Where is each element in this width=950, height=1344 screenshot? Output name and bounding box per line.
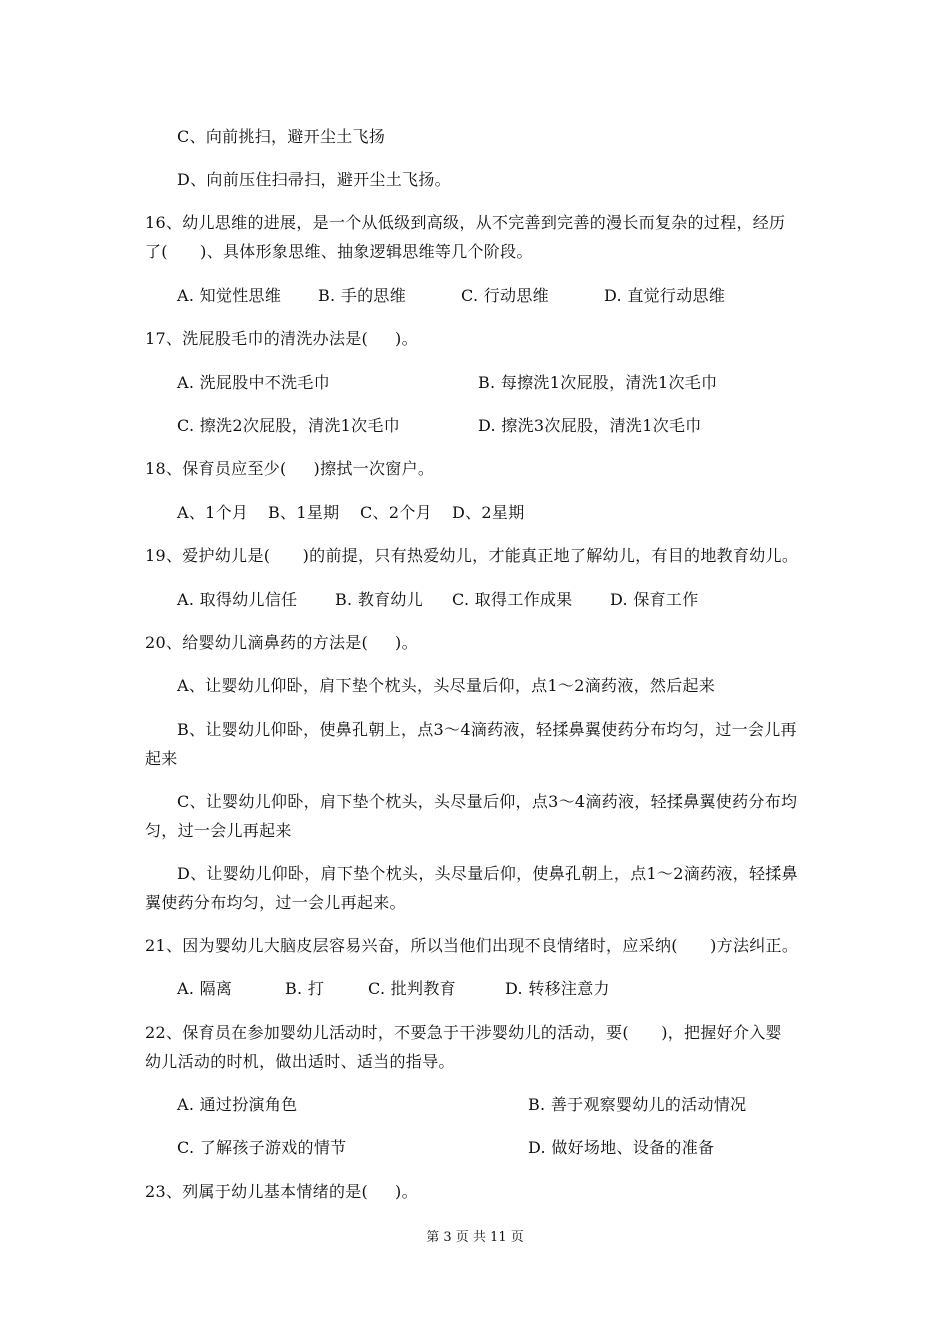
question-19: 19、爱护幼儿是( )的前提，只有热爱幼儿，才能真正地了解幼儿，有目的地教育幼儿。 [145,546,799,565]
option-d: D. 做好场地、设备的准备 [528,1138,715,1157]
option-b-cont: 起来 [145,749,178,768]
option-c: C. 擦洗2次屁股，清洗1次毛巾 [177,416,401,435]
option-b: B. 善于观察婴幼儿的活动情况 [528,1095,747,1114]
option-a: A. 取得幼儿信任 [177,590,298,609]
question-16: 16、幼儿思维的进展，是一个从低级到高级，从不完善到完善的漫长而复杂的过程，经历 [145,213,786,232]
option-c: C. 了解孩子游戏的情节 [177,1138,347,1157]
option-a: A、1个月 [177,503,249,522]
option-b: B、让婴幼儿仰卧，使鼻孔朝上，点3～4滴药液，轻揉鼻翼使药分布均匀，过一会儿再 [177,720,797,739]
question-22: 22、保育员在参加婴幼儿活动时，不要急于干涉婴幼儿的活动，要( )，把握好介入婴 [145,1023,782,1042]
option-a: A. 洗屁股中不洗毛巾 [177,373,331,392]
option-d: D. 擦洗3次屁股，清洗1次毛巾 [478,416,702,435]
option-b: B. 每擦洗1次屁股，清洗1次毛巾 [478,373,718,392]
option-c-cont: 匀，过一会儿再起来 [145,821,292,840]
option-line: D、向前压住扫帚扫，避开尘土飞扬。 [177,170,451,189]
option-a: A. 通过扮演角色 [177,1095,298,1114]
page-footer: 第 3 页 共 11 页 [426,1230,524,1245]
option-a: A、让婴幼儿仰卧，肩下垫个枕头，头尽量后仰，点1～2滴药液，然后起来 [177,676,716,695]
option-a: A. 知觉性思维 [177,286,282,305]
option-c: C、2个月 [360,503,432,522]
question-23: 23、列属于幼儿基本情绪的是( )。 [145,1182,418,1201]
option-d: D、让婴幼儿仰卧，肩下垫个枕头，头尽量后仰，使鼻孔朝上，点1～2滴药液，轻揉鼻 [177,864,798,883]
option-d: D. 保育工作 [610,590,699,609]
option-line: C、向前挑扫，避开尘土飞扬 [177,127,386,146]
question-20: 20、给婴幼儿滴鼻药的方法是( )。 [145,633,418,652]
question-22-cont: 幼儿活动的时机，做出适时、适当的指导。 [145,1052,455,1071]
option-b: B、1星期 [268,503,340,522]
question-21: 21、因为婴幼儿大脑皮层容易兴奋，所以当他们出现不良情绪时，应采纳( )方法纠正。 [145,936,799,955]
option-b: B. 手的思维 [318,286,407,305]
question-18: 18、保育员应至少( )擦拭一次窗户。 [145,459,435,478]
option-b: B. 教育幼儿 [335,590,424,609]
option-d: D. 转移注意力 [505,979,610,998]
option-c: C. 取得工作成果 [452,590,573,609]
question-16-cont: 了( )、具体形象思维、抽象逻辑思维等几个阶段。 [145,242,533,261]
option-d: D. 直觉行动思维 [604,286,726,305]
option-d: D、2星期 [452,503,525,522]
option-c: C、让婴幼儿仰卧，肩下垫个枕头，头尽量后仰，点3～4滴药液，轻揉鼻翼使药分布均 [177,792,798,811]
option-c: C. 行动思维 [461,286,549,305]
question-17: 17、洗屁股毛巾的清洗办法是( )。 [145,329,418,348]
option-a: A. 隔离 [177,979,233,998]
option-d-cont: 翼使药分布均匀，过一会儿再起来。 [145,893,406,912]
option-c: C. 批判教育 [368,979,456,998]
option-b: B. 打 [285,979,325,998]
